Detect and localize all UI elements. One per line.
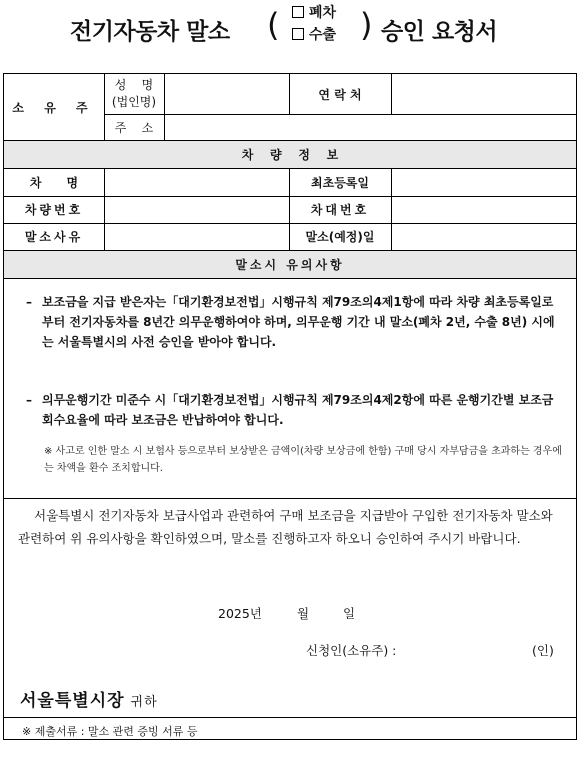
notice-header: 말소시 유의사항 [235, 258, 345, 272]
applicant-label: 신청인(소유주) : [306, 643, 397, 658]
contact-field[interactable] [392, 74, 576, 114]
notice-item-1-text: 보조금을 지급 받은자는「대기환경보전법」시행규칙 제79조의4제1항에 따라 차량 최초등록일로부터 전기자동차를 8년간 의무운행하여야 하며, 의무운행 기간 내 말소(폐차 2년, 수출 8년) 시에는 서울특별시의 사전 승인을 받아야 합니다. [42, 295, 555, 349]
plate-number-label: 차량번호 [24, 203, 84, 217]
vehicle-info-header: 차 량 정 보 [241, 148, 339, 162]
checkbox-export[interactable] [292, 28, 304, 40]
notice-item-2-text: 의무운행기간 미준수 시「대기환경보전법」시행규칙 제79조의4제2항에 따른 운행기간별 보조금 회수요율에 따라 보조금은 반납하여야 합니다. [42, 393, 554, 427]
document-title [0, 0, 581, 62]
contact-label: 연 락 처 [318, 87, 362, 102]
name-sub-label: (법인명) [111, 95, 157, 109]
option-export-label: 수출 [309, 27, 337, 43]
deregistration-reason-label: 말소사유 [24, 230, 84, 244]
name-label: 성 명 [114, 78, 154, 92]
plate-number-field[interactable] [105, 196, 289, 223]
addressee-name: 서울특별시장 [20, 691, 125, 711]
title-left: 전기자동차 말소 [70, 19, 230, 45]
first-registration-label: 최초등록일 [311, 175, 369, 190]
checkbox-scrap[interactable] [292, 6, 304, 18]
car-name-field[interactable] [105, 168, 289, 196]
deregistration-reason-field[interactable] [105, 223, 289, 250]
request-statement: 서울특별시 전기자동차 보급사업과 관련하여 구매 보조금을 지급받아 구입한 전기자동차 말소와 관련하여 위 유의사항을 확인하였으며, 말소를 진행하고자 하오니 승인하여 주시기 바랍니다. [18, 508, 553, 546]
option-scrap[interactable] [292, 2, 336, 22]
date-year: 2025년 [218, 606, 262, 621]
owner-section-label: 소 유 주 [12, 100, 96, 115]
attachments-note: ※ 제출서류 : 말소 관련 증빙 서류 등 [22, 725, 198, 738]
vin-field[interactable] [392, 196, 576, 223]
vin-label: 차대번호 [310, 203, 370, 217]
applicant-seal: (인) [532, 643, 554, 658]
accident-note: ※ 사고로 인한 말소 시 보험사 등으로부터 보상받은 금액이(차량 보상금에 한함) 구매 당시 자부담금을 초과하는 경우에는 차액을 환수 조치합니다. [44, 446, 562, 474]
option-export[interactable] [292, 24, 336, 44]
date-month: 월 [297, 606, 310, 621]
title-close-paren: ) [360, 6, 373, 44]
first-registration-field[interactable] [392, 168, 576, 196]
bullet-dash: – [26, 295, 32, 309]
date-day: 일 [343, 606, 356, 621]
application-form [3, 73, 577, 740]
name-label-cell [104, 74, 164, 114]
address-field[interactable] [165, 114, 576, 140]
title-right: 승인 요청서 [381, 19, 498, 45]
notice-item-2 [26, 390, 561, 430]
address-label: 주 소 [114, 120, 154, 135]
addressee [20, 686, 158, 711]
name-field[interactable] [165, 74, 289, 114]
notice-item-1 [26, 292, 561, 352]
car-name-label: 차 명 [29, 175, 79, 190]
addressee-suffix: 귀하 [130, 695, 158, 710]
option-scrap-label: 폐차 [309, 5, 337, 21]
bullet-dash: – [26, 393, 32, 407]
deregistration-date-field[interactable] [392, 223, 576, 250]
title-open-paren: ( [267, 6, 280, 44]
deregistration-date-label: 말소(예정)일 [305, 230, 375, 244]
